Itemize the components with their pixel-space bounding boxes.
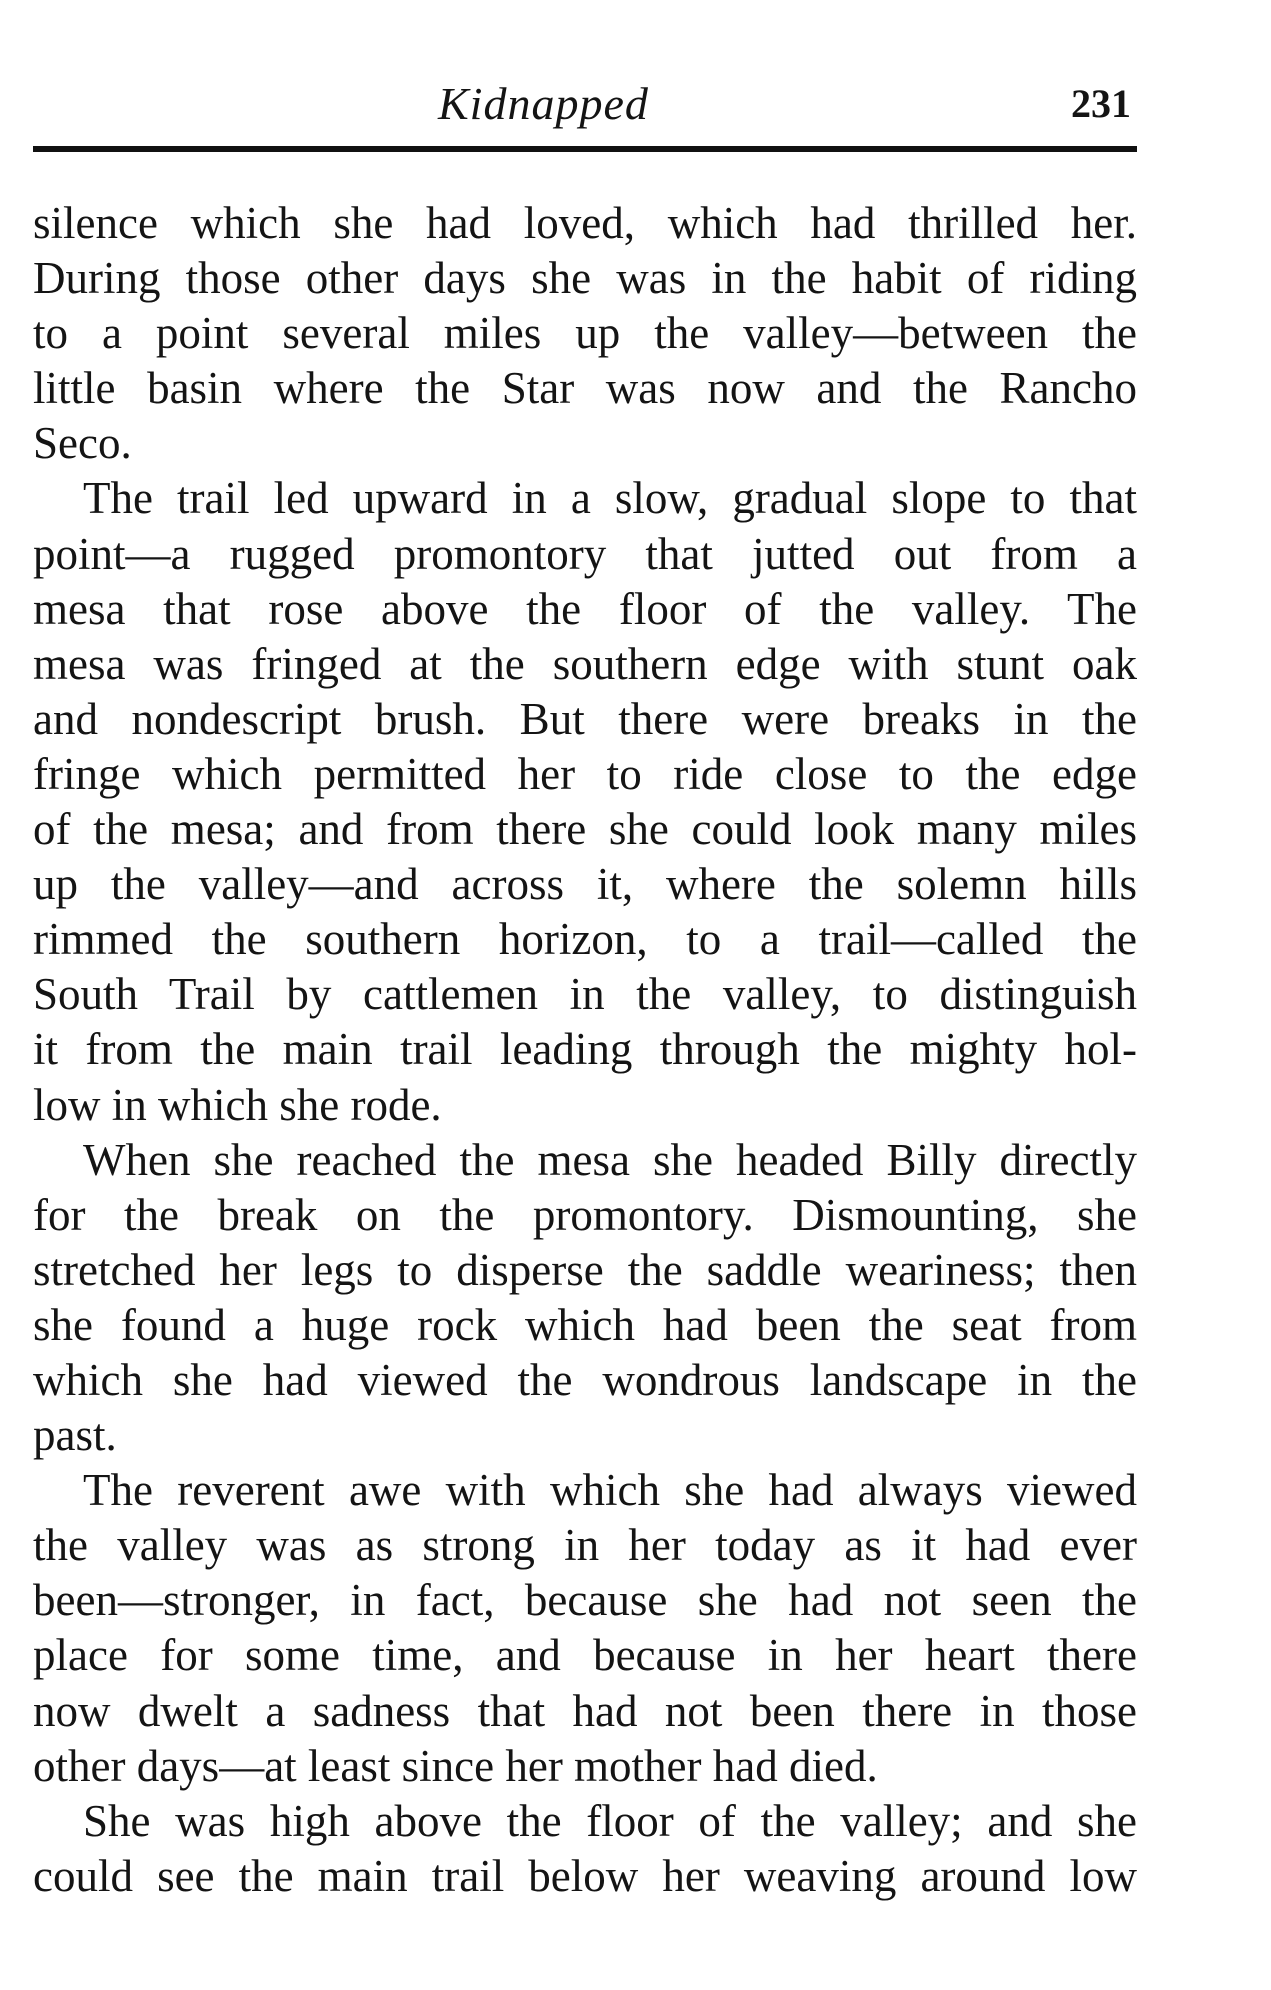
text-line: the valley was as strong in her today as it had ever xyxy=(33,1520,1137,1571)
text-line: little basin where the Star was now and the Rancho xyxy=(33,363,1137,414)
text-line: mesa that rose above the floor of the valley. The xyxy=(33,583,1137,634)
text-line: been—stronger, in fact, because she had not seen the xyxy=(33,1575,1137,1626)
text-line: silence which she had loved, which had thrilled her. xyxy=(33,198,1137,248)
text-line: other days—at least since her mother had died. xyxy=(33,1740,878,1791)
text-line: The reverent awe with which she had always viewed xyxy=(83,1465,1137,1516)
text-line: stretched her legs to disperse the saddle weariness; then xyxy=(33,1244,1137,1295)
text-line: The trail led upward in a slow, gradual slope to that xyxy=(83,473,1137,524)
running-title: Kidnapped xyxy=(438,78,649,129)
text-line: she found a huge rock which had been the seat from xyxy=(33,1299,1137,1350)
text-line: to a point several miles up the valley—between the xyxy=(33,308,1137,359)
text-line: and nondescript brush. But there were breaks in the xyxy=(33,693,1137,744)
text-line: which she had viewed the wondrous landscape in the xyxy=(33,1354,1137,1405)
text-line: South Trail by cattlemen in the valley, to distinguish xyxy=(33,969,1137,1020)
text-line: During those other days she was in the habit of riding xyxy=(33,253,1137,304)
header-rule xyxy=(33,146,1137,152)
text-line: place for some time, and because in her heart there xyxy=(33,1630,1137,1681)
text-line: for the break on the promontory. Dismounting, she xyxy=(33,1189,1137,1240)
body-text xyxy=(33,196,1137,1904)
text-line: past. xyxy=(33,1410,117,1461)
page-number: 231 xyxy=(1071,81,1131,126)
text-line: point—a rugged promontory that jutted out from a xyxy=(33,528,1137,579)
page-header xyxy=(33,72,1137,152)
text-line: it from the main trail leading through the mighty hol- xyxy=(33,1024,1137,1075)
text-line: of the mesa; and from there she could look many miles xyxy=(33,804,1137,855)
text-line: rimmed the southern horizon, to a trail—called the xyxy=(33,914,1137,965)
text-line: mesa was fringed at the southern edge with stunt oak xyxy=(33,638,1137,689)
text-line: low in which she rode. xyxy=(33,1079,442,1130)
text-line: Seco. xyxy=(33,418,132,469)
text-line: could see the main trail below her weaving around low xyxy=(33,1850,1137,1901)
text-line: She was high above the floor of the valley; and she xyxy=(83,1795,1137,1846)
text-line: fringe which permitted her to ride close to the edge xyxy=(33,748,1137,799)
text-line: up the valley—and across it, where the solemn hills xyxy=(33,859,1137,910)
text-line: now dwelt a sadness that had not been there in those xyxy=(33,1685,1137,1736)
text-line: When she reached the mesa she headed Billy directly xyxy=(83,1134,1137,1185)
